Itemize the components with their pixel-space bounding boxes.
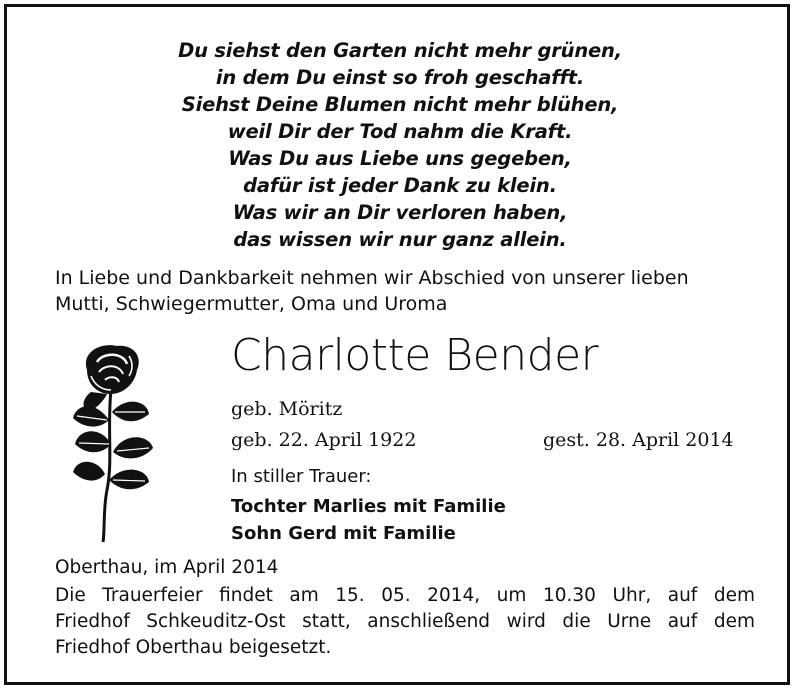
poem-line: dafür ist jeder Dank zu klein. — [243, 174, 557, 197]
mourners-list — [231, 493, 506, 547]
intro-line: Mutti, Schwiegermutter, Oma und Uroma — [55, 293, 448, 315]
memorial-poem — [7, 37, 793, 253]
poem-line: in dem Du einst so froh geschafft. — [215, 66, 585, 89]
poem-line: Was Du aus Liebe uns gegeben, — [228, 147, 572, 170]
obituary-notice — [4, 4, 790, 685]
farewell-intro — [55, 265, 765, 317]
funeral-line: Friedhof Schkeuditz-Ost statt, anschließend wird die Urne auf dem — [55, 611, 755, 632]
poem-line: Du siehst den Garten nicht mehr grünen, — [178, 39, 622, 62]
death-date: gest. 28. April 2014 — [543, 429, 734, 451]
rose-leaves — [73, 402, 153, 490]
poem-line: Was wir an Dir verloren haben, — [232, 201, 568, 224]
mourning-label: In stiller Trauer: — [231, 466, 372, 487]
poem-line: weil Dir der Tod nahm die Kraft. — [227, 120, 573, 143]
rose-icon — [67, 340, 157, 545]
mourner: Tochter Marlies mit Familie — [231, 496, 506, 517]
deceased-name: Charlotte Bender — [231, 330, 599, 381]
funeral-info — [55, 583, 755, 661]
place-date: Oberthau, im April 2014 — [55, 557, 279, 578]
funeral-line: Friedhof Oberthau beigesetzt. — [55, 637, 332, 658]
poem-line: Siehst Deine Blumen nicht mehr blühen, — [181, 93, 619, 116]
maiden-name: geb. Möritz — [231, 398, 343, 420]
birth-date: geb. 22. April 1922 — [231, 429, 417, 451]
mourner: Sohn Gerd mit Familie — [231, 523, 456, 544]
funeral-line: Die Trauerfeier findet am 15. 05. 2014, um 10.30 Uhr, auf dem — [55, 585, 755, 606]
poem-line: das wissen wir nur ganz allein. — [233, 228, 567, 251]
intro-line: In Liebe und Dankbarkeit nehmen wir Abschied von unserer lieben — [55, 267, 689, 289]
